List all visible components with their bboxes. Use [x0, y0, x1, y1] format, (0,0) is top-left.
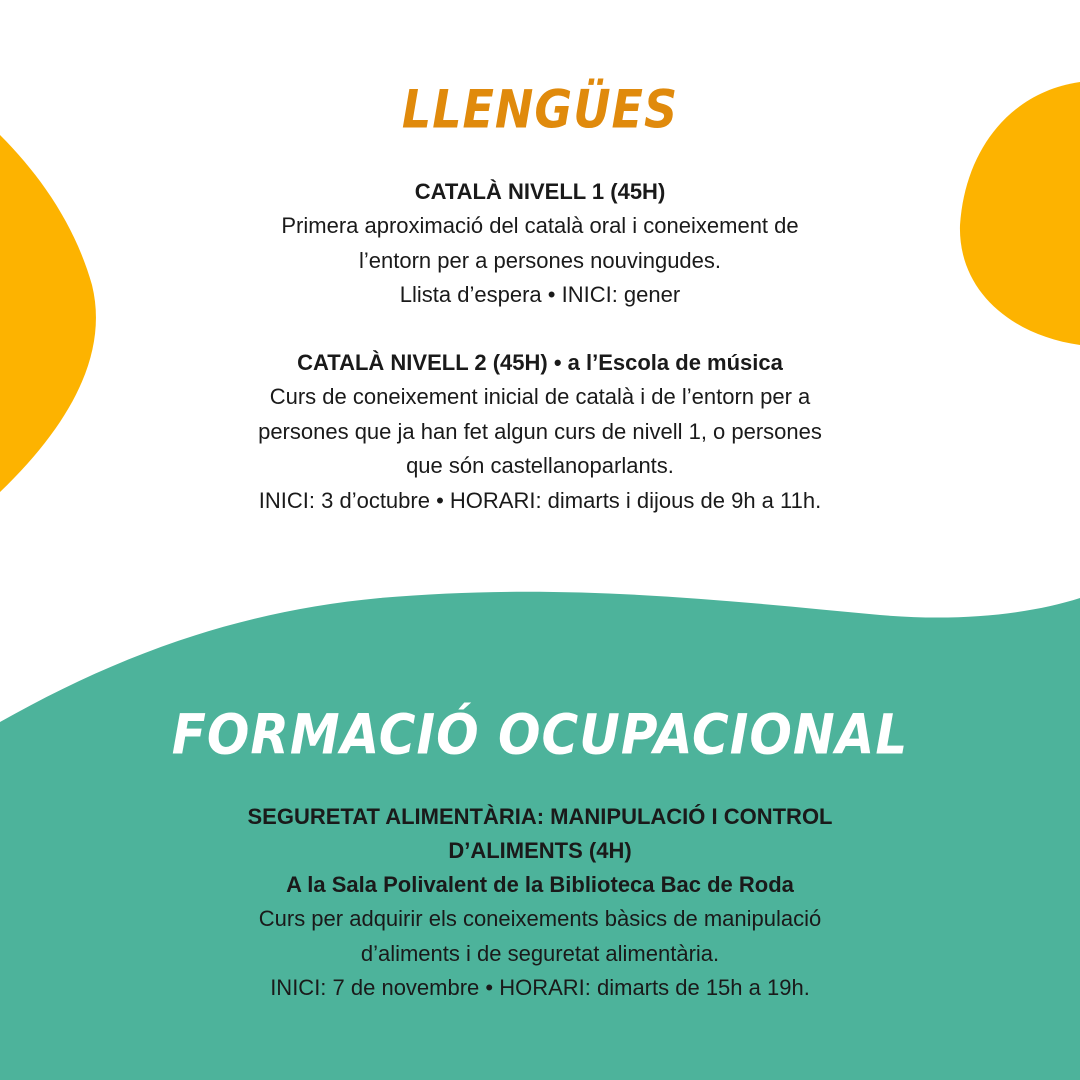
course-schedule-line: INICI: 3 d’octubre • HORARI: dimarts i dijous de 9h a 11h.: [258, 487, 822, 513]
course-title: CATALÀ NIVELL 2 (45H) • a l’Escola de música: [297, 350, 783, 375]
course-description-line: d’aliments i de seguretat alimentària.: [360, 940, 720, 966]
course-title: SEGURETAT ALIMENTÀRIA: MANIPULACIÓ I CONTROL: [247, 804, 833, 829]
occupational-section: [0, 703, 1080, 767]
languages-heading: LLENGÜES: [401, 77, 679, 141]
course-schedule-line: INICI: 7 de novembre • HORARI: dimarts de 15h a 19h.: [270, 975, 810, 1000]
food-safety-course: [0, 800, 1080, 1006]
course-description-line: Curs per adquirir els coneixements bàsics de manipulació: [258, 906, 822, 931]
catala-nivell-1: [0, 175, 1080, 313]
course-description-line: persones que ja han fet algun curs de nivell 1, o persones: [258, 418, 822, 444]
course-schedule-line: Llista d’espera • INICI: gener: [399, 282, 681, 307]
course-description-line: Primera aproximació del català oral i coneixement de: [281, 213, 799, 238]
course-title: D’ALIMENTS (4H): [448, 838, 632, 863]
course-description-line: Curs de coneixement inicial de català i de l’entorn per a: [269, 384, 811, 409]
course-description-line: l’entorn per a persones nouvingudes.: [358, 247, 722, 273]
course-description-line: que són castellanoparlants.: [406, 453, 674, 478]
catala-nivell-2: [0, 346, 1080, 518]
occupational-heading: FORMACIÓ OCUPACIONAL: [171, 703, 909, 767]
course-location: A la Sala Polivalent de la Biblioteca Bac de Roda: [286, 872, 794, 897]
languages-section: [0, 77, 1080, 141]
course-title: CATALÀ NIVELL 1 (45H): [414, 179, 666, 204]
